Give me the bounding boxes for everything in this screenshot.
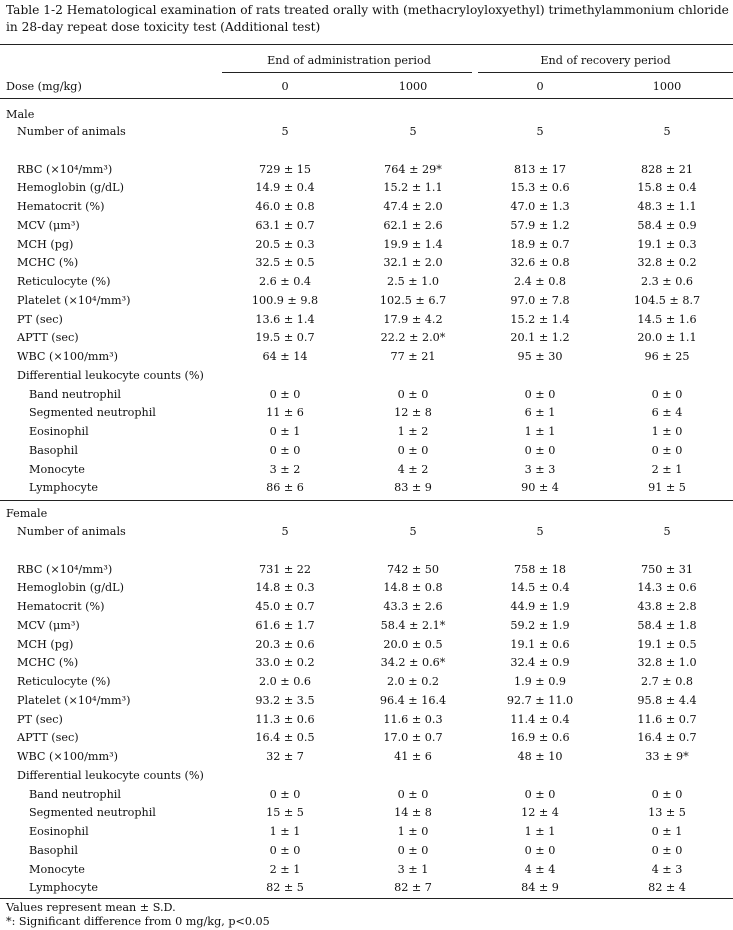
- table-cell: 2.0 ± 0.2: [386, 675, 440, 688]
- row-label: Band neutrophil: [29, 387, 121, 401]
- table-cell: 15 ± 5: [266, 806, 304, 820]
- table-cell: 86 ± 6: [266, 481, 304, 495]
- table-cell: 45.0 ± 0.7: [255, 600, 315, 613]
- caption-line-2: in 28-day repeat dose toxicity test (Additional test): [6, 20, 321, 34]
- row-label: Hemoglobin (g/dL): [17, 181, 124, 195]
- table-cell: 95.8 ± 4.4: [637, 693, 697, 707]
- table-cell: 41 ± 6: [394, 750, 432, 763]
- table-cell: 1 ± 0: [651, 425, 683, 438]
- table-cell: 77 ± 21: [390, 350, 436, 363]
- row-label: MCV (μm³): [17, 218, 80, 232]
- bottom-rule: [0, 898, 733, 899]
- table-row: [0, 404, 733, 422]
- table-cell: 813 ± 17: [513, 162, 567, 176]
- section-header: [0, 505, 733, 523]
- table-cell: 32.8 ± 0.2: [637, 256, 697, 270]
- row-label: Reticulocyte (%): [17, 275, 111, 288]
- row-label: Monocyte: [29, 862, 85, 876]
- table-cell: 6 ± 4: [651, 406, 683, 420]
- table-cell: 14.5 ± 1.6: [637, 312, 697, 326]
- row-label: Eosinophil: [29, 425, 89, 438]
- table-cell: 0 ± 0: [651, 843, 683, 857]
- table-cell: 1 ± 1: [524, 425, 556, 438]
- table-row: [0, 786, 733, 804]
- table-cell: 0 ± 0: [397, 843, 429, 857]
- row-label: Platelet (×10⁴/mm³): [17, 693, 131, 707]
- table-cell: 32.6 ± 0.8: [510, 256, 570, 270]
- table-row: [0, 236, 733, 254]
- row-label: APTT (sec): [17, 731, 79, 745]
- table-row: [0, 329, 733, 347]
- table-cell: 48 ± 10: [517, 750, 563, 763]
- table-cell: 5: [663, 525, 671, 538]
- row-label: Monocyte: [29, 462, 85, 476]
- table-row: [0, 561, 733, 579]
- table-cell: 62.1 ± 2.6: [383, 218, 443, 232]
- table-cell: 58.4 ± 0.9: [637, 218, 697, 232]
- table-cell: 44.9 ± 1.9: [510, 600, 570, 613]
- footnote-mean-sd: Values represent mean ± S.D.: [6, 901, 176, 914]
- table-cell: 11.4 ± 0.4: [510, 712, 570, 726]
- table-cell: 1 ± 1: [269, 825, 301, 838]
- table-cell: 82 ± 4: [648, 881, 686, 895]
- table-cell: 90 ± 4: [521, 481, 559, 495]
- table-cell: 2 ± 1: [651, 462, 683, 476]
- table-cell: 0 ± 0: [397, 787, 429, 801]
- table-cell: 11.3 ± 0.6: [255, 712, 315, 726]
- table-cell: 82 ± 5: [266, 881, 304, 895]
- row-label: RBC (×10⁴/mm³): [17, 162, 113, 176]
- row-label: Number of animals: [17, 125, 126, 138]
- table-cell: 96 ± 25: [644, 350, 690, 363]
- group-header-recovery: End of recovery period: [540, 54, 671, 67]
- table-row: [0, 179, 733, 197]
- table-cell: 11.6 ± 0.7: [637, 712, 697, 726]
- table-row: [0, 542, 733, 560]
- table-cell: 14 ± 8: [394, 806, 432, 820]
- table-cell: 15.2 ± 1.1: [383, 181, 443, 195]
- table-row: [0, 711, 733, 729]
- table-cell: 5: [281, 125, 289, 138]
- table-cell: 17.9 ± 4.2: [383, 312, 443, 326]
- table-cell: 750 ± 31: [640, 562, 694, 576]
- table-row: [0, 729, 733, 747]
- top-rule: [0, 44, 733, 45]
- table-cell: 3 ± 1: [397, 862, 429, 876]
- table-row: [0, 348, 733, 366]
- table-cell: 13 ± 5: [648, 806, 686, 820]
- table-cell: 1.9 ± 0.9: [513, 675, 567, 688]
- table-cell: 84 ± 9: [521, 881, 559, 895]
- table-cell: 20.1 ± 1.2: [510, 331, 570, 345]
- table-cell: 20.3 ± 0.6: [255, 637, 315, 651]
- table-cell: 19.1 ± 0.3: [637, 237, 697, 251]
- table-cell: 19.1 ± 0.6: [510, 637, 570, 651]
- table-cell: 17.0 ± 0.7: [383, 731, 443, 745]
- table-cell: 57.9 ± 1.2: [510, 218, 570, 232]
- table-cell: 47.4 ± 2.0: [383, 200, 443, 213]
- table-cell: 15.8 ± 0.4: [637, 181, 697, 195]
- table-cell: 13.6 ± 1.4: [255, 312, 315, 326]
- table-cell: 3 ± 2: [269, 462, 301, 476]
- table-cell: 47.0 ± 1.3: [510, 200, 570, 213]
- table-cell: 5: [409, 125, 417, 138]
- table-cell: 104.5 ± 8.7: [633, 293, 701, 307]
- table-cell: 96.4 ± 16.4: [379, 693, 447, 707]
- row-label: MCH (pg): [17, 237, 74, 251]
- table-row: [0, 442, 733, 460]
- table-row: [0, 523, 733, 541]
- table-cell: 19.5 ± 0.7: [255, 331, 315, 345]
- table-cell: 731 ± 22: [258, 562, 312, 576]
- table-cell: 0 ± 0: [397, 443, 429, 457]
- table-cell: 15.3 ± 0.6: [510, 181, 570, 195]
- table-cell: 12 ± 4: [521, 806, 559, 820]
- table-cell: 0 ± 1: [269, 425, 301, 438]
- table-cell: 16.4 ± 0.5: [255, 731, 315, 745]
- table-cell: 61.6 ± 1.7: [255, 618, 315, 632]
- table-cell: 16.9 ± 0.6: [510, 731, 570, 745]
- row-label: MCV (μm³): [17, 618, 80, 632]
- table-cell: 64 ± 14: [262, 350, 308, 363]
- row-label: Lymphocyte: [29, 481, 98, 495]
- table-row: [0, 879, 733, 897]
- table-cell: 16.4 ± 0.7: [637, 731, 697, 745]
- table-cell: 4 ± 3: [651, 862, 683, 876]
- table-cell: 20.0 ± 1.1: [637, 331, 697, 345]
- table-cell: 11.6 ± 0.3: [383, 712, 443, 726]
- table-cell: 91 ± 5: [648, 481, 686, 495]
- table-cell: 33 ± 9*: [645, 750, 689, 763]
- row-label: Differential leukocyte counts (%): [17, 368, 204, 382]
- table-cell: 12 ± 8: [394, 406, 432, 420]
- row-label: MCH (pg): [17, 637, 74, 651]
- table-cell: 2.0 ± 0.6: [258, 675, 312, 688]
- table-caption: [6, 2, 731, 36]
- table-row: [0, 142, 733, 160]
- dose-value: 1000: [652, 80, 682, 93]
- dose-value: 1000: [398, 80, 428, 93]
- row-label: Platelet (×10⁴/mm³): [17, 293, 131, 307]
- table-cell: 32.5 ± 0.5: [255, 256, 315, 270]
- table-cell: 18.9 ± 0.7: [510, 237, 570, 251]
- table-cell: 43.3 ± 2.6: [383, 600, 443, 613]
- row-label: APTT (sec): [17, 331, 79, 345]
- table-row: [0, 692, 733, 710]
- row-label: MCHC (%): [17, 256, 79, 270]
- table-cell: 758 ± 18: [513, 562, 567, 576]
- section-label: Male: [6, 108, 35, 121]
- row-label: Segmented neutrophil: [29, 806, 156, 820]
- table-cell: 5: [536, 125, 544, 138]
- row-label: Lymphocyte: [29, 881, 98, 895]
- row-label: MCHC (%): [17, 656, 79, 670]
- row-label: Differential leukocyte counts (%): [17, 768, 204, 782]
- table-cell: 2.4 ± 0.8: [513, 275, 567, 288]
- table-row: [0, 311, 733, 329]
- table-cell: 0 ± 1: [651, 825, 683, 838]
- table-cell: 0 ± 0: [269, 787, 301, 801]
- table-cell: 58.4 ± 2.1*: [380, 618, 446, 632]
- table-cell: 0 ± 0: [524, 787, 556, 801]
- row-label: Hematocrit (%): [17, 200, 105, 213]
- table-cell: 6 ± 1: [524, 406, 556, 420]
- table-cell: 20.0 ± 0.5: [383, 637, 443, 651]
- group-rule-administration: [222, 72, 472, 73]
- dose-label: Dose (mg/kg): [6, 80, 82, 93]
- table-cell: 93.2 ± 3.5: [255, 693, 315, 707]
- table-cell: 742 ± 50: [386, 562, 440, 576]
- table-cell: 0 ± 0: [524, 843, 556, 857]
- table-cell: 11 ± 6: [266, 406, 304, 420]
- footnote-significance: *: Significant difference from 0 mg/kg, p<0.05: [6, 915, 270, 928]
- dose-header-row: [0, 78, 733, 96]
- dose-value: 0: [281, 80, 289, 93]
- table-row: [0, 654, 733, 672]
- table-cell: 33.0 ± 0.2: [255, 656, 315, 670]
- table-cell: 19.1 ± 0.5: [637, 637, 697, 651]
- table-cell: 5: [409, 525, 417, 538]
- table-cell: 22.2 ± 2.0*: [380, 331, 446, 345]
- section-label: Female: [6, 507, 48, 520]
- table-cell: 2 ± 1: [269, 862, 301, 876]
- table-cell: 1 ± 2: [397, 425, 429, 438]
- table-cell: 0 ± 0: [269, 443, 301, 457]
- group-rule-recovery: [478, 72, 733, 73]
- table-cell: 92.7 ± 11.0: [506, 693, 574, 707]
- table-row: [0, 767, 733, 785]
- row-label: Band neutrophil: [29, 787, 121, 801]
- table-cell: 0 ± 0: [397, 387, 429, 401]
- table-cell: 5: [663, 125, 671, 138]
- table-row: [0, 123, 733, 141]
- table-cell: 32.8 ± 1.0: [637, 656, 697, 670]
- table-cell: 14.3 ± 0.6: [637, 581, 697, 595]
- table-row: [0, 479, 733, 497]
- table-row: [0, 161, 733, 179]
- section-rule: [0, 500, 733, 501]
- table-row: [0, 617, 733, 635]
- group-header-administration: End of administration period: [267, 54, 431, 67]
- row-label: PT (sec): [17, 312, 63, 326]
- table-cell: 14.9 ± 0.4: [255, 181, 315, 195]
- dose-value: 0: [536, 80, 544, 93]
- table-cell: 0 ± 0: [524, 443, 556, 457]
- table-cell: 4 ± 4: [524, 862, 556, 876]
- row-label: Hematocrit (%): [17, 600, 105, 613]
- table-cell: 15.2 ± 1.4: [510, 312, 570, 326]
- table-cell: 48.3 ± 1.1: [637, 200, 697, 213]
- table-row: [0, 748, 733, 766]
- table-cell: 97.0 ± 7.8: [510, 293, 570, 307]
- table-row: [0, 254, 733, 272]
- table-cell: 34.2 ± 0.6*: [380, 656, 446, 670]
- table-row: [0, 598, 733, 616]
- table-cell: 0 ± 0: [269, 843, 301, 857]
- table-cell: 729 ± 15: [258, 162, 312, 176]
- table-row: [0, 461, 733, 479]
- table-row: [0, 423, 733, 441]
- table-cell: 0 ± 0: [651, 443, 683, 457]
- table-row: [0, 386, 733, 404]
- table-cell: 19.9 ± 1.4: [383, 237, 443, 251]
- table-row: [0, 217, 733, 235]
- table-cell: 5: [281, 525, 289, 538]
- row-label: WBC (×100/mm³): [17, 750, 118, 763]
- table-cell: 100.9 ± 9.8: [251, 293, 319, 307]
- table-cell: 82 ± 7: [394, 881, 432, 895]
- row-label: Reticulocyte (%): [17, 675, 111, 688]
- table-row: [0, 273, 733, 291]
- table-cell: 828 ± 21: [640, 162, 694, 176]
- table-cell: 58.4 ± 1.8: [637, 618, 697, 632]
- table-cell: 32.4 ± 0.9: [510, 656, 570, 670]
- table-row: [0, 861, 733, 879]
- caption-line-1: Table 1-2 Hematological examination of rats treated orally with (methacryloyloxyethyl) trimethylammonium chloride: [6, 3, 729, 17]
- row-label: Eosinophil: [29, 825, 89, 838]
- table-cell: 1 ± 1: [524, 825, 556, 838]
- table-cell: 2.6 ± 0.4: [258, 275, 312, 288]
- table-cell: 2.5 ± 1.0: [386, 275, 440, 288]
- row-label: PT (sec): [17, 712, 63, 726]
- table-row: [0, 198, 733, 216]
- header-rule: [0, 98, 733, 99]
- row-label: Basophil: [29, 443, 78, 457]
- table-cell: 14.5 ± 0.4: [510, 581, 570, 595]
- table-cell: 46.0 ± 0.8: [255, 200, 315, 213]
- table-row: [0, 367, 733, 385]
- table-cell: 95 ± 30: [517, 350, 563, 363]
- row-label: Basophil: [29, 843, 78, 857]
- table-row: [0, 673, 733, 691]
- table-cell: 0 ± 0: [524, 387, 556, 401]
- table-cell: 0 ± 0: [651, 787, 683, 801]
- table-cell: 59.2 ± 1.9: [510, 618, 570, 632]
- table-row: [0, 292, 733, 310]
- table-cell: 5: [536, 525, 544, 538]
- table-row: [0, 842, 733, 860]
- row-label: Number of animals: [17, 525, 126, 538]
- table-cell: 43.8 ± 2.8: [637, 600, 697, 613]
- table-cell: 32.1 ± 2.0: [383, 256, 443, 270]
- table-cell: 2.3 ± 0.6: [640, 275, 694, 288]
- table-cell: 0 ± 0: [651, 387, 683, 401]
- section-header: [0, 106, 733, 124]
- table-cell: 63.1 ± 0.7: [255, 218, 315, 232]
- table-cell: 83 ± 9: [394, 481, 432, 495]
- table-cell: 4 ± 2: [397, 462, 429, 476]
- row-label: Segmented neutrophil: [29, 406, 156, 420]
- table-cell: 2.7 ± 0.8: [640, 675, 694, 688]
- table-row: [0, 804, 733, 822]
- table-cell: 1 ± 0: [397, 825, 429, 838]
- row-label: WBC (×100/mm³): [17, 350, 118, 363]
- table-cell: 3 ± 3: [524, 462, 556, 476]
- table-cell: 20.5 ± 0.3: [255, 237, 315, 251]
- table-row: [0, 823, 733, 841]
- table-cell: 0 ± 0: [269, 387, 301, 401]
- table-row: [0, 579, 733, 597]
- row-label: RBC (×10⁴/mm³): [17, 562, 113, 576]
- table-cell: 14.8 ± 0.3: [255, 581, 315, 595]
- table-cell: 32 ± 7: [266, 750, 304, 763]
- table-cell: 14.8 ± 0.8: [383, 581, 443, 595]
- table-cell: 102.5 ± 6.7: [379, 293, 447, 307]
- table-row: [0, 636, 733, 654]
- row-label: Hemoglobin (g/dL): [17, 581, 124, 595]
- table-cell: 764 ± 29*: [384, 162, 442, 176]
